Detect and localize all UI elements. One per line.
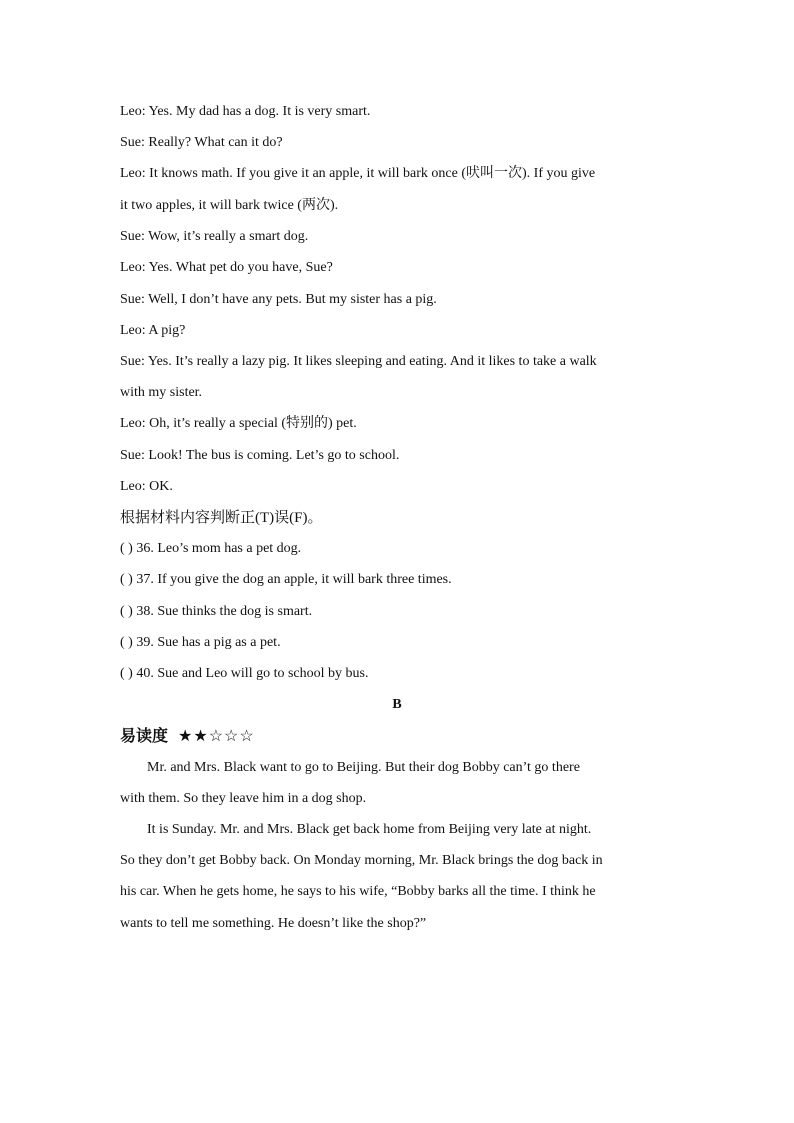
instruction: 根据材料内容判断正(T)误(F)。 <box>120 510 323 526</box>
section-label: B <box>392 697 402 712</box>
dialogue-line: Sue: Really? What can it do? <box>120 135 283 150</box>
dialogue-line: Leo: OK. <box>120 479 173 494</box>
question-37: ( ) 37. If you give the dog an apple, it will bark three times. <box>120 572 452 587</box>
dialogue-line: Sue: Look! The bus is coming. Let’s go to school. <box>120 448 400 463</box>
passage-line: So they don’t get Bobby back. On Monday morning, Mr. Black brings the dog back in <box>120 853 603 868</box>
dialogue-line: Leo: Yes. What pet do you have, Sue? <box>120 260 333 275</box>
dialogue-line: Leo: A pig? <box>120 323 186 338</box>
passage-line: with them. So they leave him in a dog shop. <box>120 791 367 806</box>
star-rating-icon: ★★☆☆☆ <box>178 728 255 745</box>
dialogue-line: with my sister. <box>120 385 203 400</box>
dialogue-line: Sue: Yes. It’s really a lazy pig. It likes sleeping and eating. And it likes to take a walk <box>120 354 597 369</box>
readability-rating <box>120 726 255 748</box>
question-40: ( ) 40. Sue and Leo will go to school by bus. <box>120 666 369 681</box>
passage-line: wants to tell me something. He doesn’t like the shop?” <box>120 916 427 931</box>
dialogue-line: Leo: It knows math. If you give it an apple, it will bark once (吠叫一次). If you give <box>120 166 596 181</box>
dialogue-line: Leo: Yes. My dad has a dog. It is very smart. <box>120 104 371 119</box>
passage-line: his car. When he gets home, he says to his wife, “Bobby barks all the time. I think he <box>120 884 596 899</box>
dialogue-line: Sue: Wow, it’s really a smart dog. <box>120 229 309 244</box>
passage-line: Mr. and Mrs. Black want to go to Beijing. But their dog Bobby can’t go there <box>147 760 580 775</box>
question-38: ( ) 38. Sue thinks the dog is smart. <box>120 604 313 619</box>
dialogue-line: Sue: Well, I don’t have any pets. But my sister has a pig. <box>120 292 437 307</box>
passage-line: It is Sunday. Mr. and Mrs. Black get back home from Beijing very late at night. <box>147 822 592 837</box>
rating-label: 易读度 <box>120 728 169 745</box>
dialogue-line: Leo: Oh, it’s really a special (特别的) pet. <box>120 416 357 431</box>
question-36: ( ) 36. Leo’s mom has a pet dog. <box>120 541 302 556</box>
dialogue-line: it two apples, it will bark twice (两次). <box>120 198 339 213</box>
question-39: ( ) 39. Sue has a pig as a pet. <box>120 635 281 650</box>
